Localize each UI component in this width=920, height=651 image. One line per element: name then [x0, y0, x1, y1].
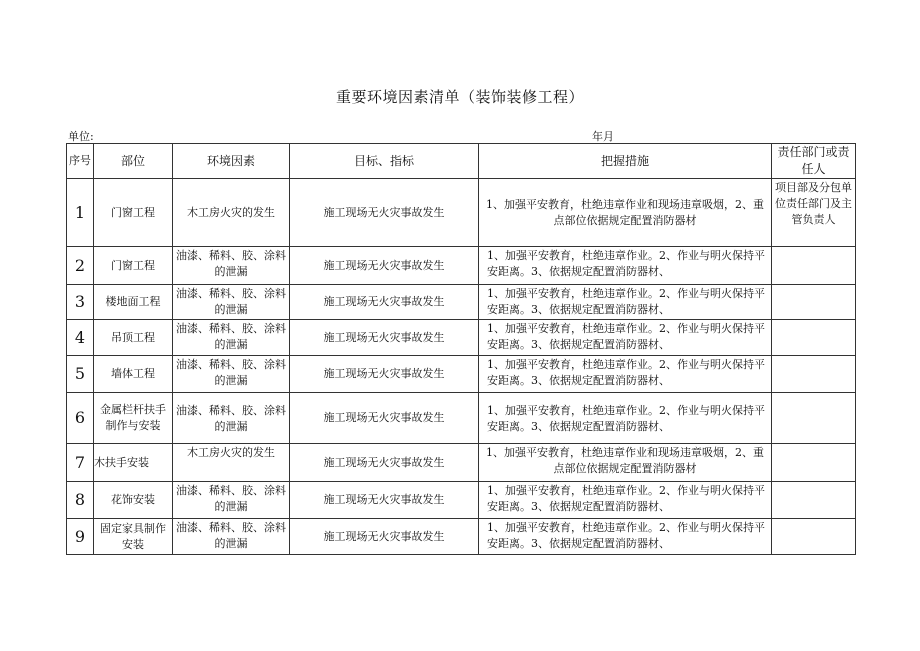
unit-label: 单位:	[68, 130, 94, 143]
header-row	[67, 144, 856, 179]
row-location: 花饰安装	[94, 482, 173, 519]
row-measures: 1、加强平安教育，杜绝违章作业。2、作业与明火保持平安距离。3、依据规定配置消防器材、	[479, 482, 772, 519]
document-title: 重要环境因素清单（装饰装修工程）	[335, 88, 584, 106]
row-index: 4	[67, 320, 94, 356]
row-factor: 油漆、稀料、胶、涂料的泄漏	[173, 285, 290, 320]
header-measures: 把握措施	[479, 144, 772, 179]
row-measures: 1、加强平安教育，杜绝违章作业和现场违章吸烟，2、重点部位依据规定配置消防器材	[479, 444, 772, 482]
row-location: 墙体工程	[94, 356, 173, 393]
row-responsible	[772, 320, 856, 356]
row-location: 吊顶工程	[94, 320, 173, 356]
row-factor: 木工房火灾的发生	[173, 179, 290, 247]
header-responsible: 责任部门或责任人	[772, 144, 856, 179]
row-index: 5	[67, 356, 94, 393]
table-row	[67, 179, 856, 247]
row-responsible	[772, 482, 856, 519]
table-row	[67, 482, 856, 519]
header-index: 序号	[67, 144, 94, 179]
row-measures: 1、加强平安教育，杜绝违章作业。2、作业与明火保持平安距离。3、依据规定配置消防器材、	[479, 320, 772, 356]
table-row	[67, 519, 856, 555]
row-index: 3	[67, 285, 94, 320]
row-responsible	[772, 519, 856, 555]
header-goal: 目标、指标	[290, 144, 479, 179]
date-label: 年月	[592, 130, 614, 143]
header-factor: 环境因素	[173, 144, 290, 179]
row-goal: 施工现场无火灾事故发生	[290, 247, 479, 285]
table-row	[67, 247, 856, 285]
row-measures: 1、加强平安教育，杜绝违章作业。2、作业与明火保持平安距离。3、依据规定配置消防器材、	[479, 519, 772, 555]
row-location: 固定家具制作安装	[94, 519, 173, 555]
row-location: 门窗工程	[94, 179, 173, 247]
row-measures: 1、加强平安教育，杜绝违章作业。2、作业与明火保持平安距离。3、依据规定配置消防器材、	[479, 356, 772, 393]
row-measures: 1、加强平安教育，杜绝违章作业。2、作业与明火保持平安距离。3、依据规定配置消防器材、	[479, 247, 772, 285]
row-goal: 施工现场无火灾事故发生	[290, 285, 479, 320]
table-row	[67, 320, 856, 356]
row-responsible	[772, 285, 856, 320]
row-goal: 施工现场无火灾事故发生	[290, 482, 479, 519]
row-factor: 油漆、稀料、胶、涂料的泄漏	[173, 320, 290, 356]
row-index: 9	[67, 519, 94, 555]
row-location: 金属栏杆扶手制作与安装	[94, 393, 173, 444]
row-responsible	[772, 247, 856, 285]
row-index: 2	[67, 247, 94, 285]
row-factor: 油漆、稀料、胶、涂料的泄漏	[173, 247, 290, 285]
row-goal: 施工现场无火灾事故发生	[290, 320, 479, 356]
row-factor: 油漆、稀料、胶、涂料的泄漏	[173, 393, 290, 444]
row-index: 1	[67, 179, 94, 247]
row-index: 6	[67, 393, 94, 444]
row-goal: 施工现场无火灾事故发生	[290, 393, 479, 444]
row-goal: 施工现场无火灾事故发生	[290, 356, 479, 393]
row-measures: 1、加强平安教育，杜绝违章作业。2、作业与明火保持平安距离。3、依据规定配置消防器材、	[479, 393, 772, 444]
row-location: 楼地面工程	[94, 285, 173, 320]
table-row	[67, 393, 856, 444]
row-factor: 油漆、稀料、胶、涂料的泄漏	[173, 519, 290, 555]
row-goal: 施工现场无火灾事故发生	[290, 444, 479, 482]
row-responsible: 项目部及分包单位责任部门及主管负责人	[772, 179, 856, 247]
row-factor: 油漆、稀料、胶、涂料的泄漏	[173, 482, 290, 519]
row-index: 7	[67, 444, 94, 482]
row-measures: 1、加强平安教育，杜绝违章作业和现场违章吸烟，2、重点部位依据规定配置消防器材	[479, 179, 772, 247]
table-row	[67, 444, 856, 482]
row-measures: 1、加强平安教育，杜绝违章作业。2、作业与明火保持平安距离。3、依据规定配置消防器材、	[479, 285, 772, 320]
row-location: 木扶手安装	[94, 444, 173, 482]
row-factor: 木工房火灾的发生	[173, 444, 290, 482]
row-index: 8	[67, 482, 94, 519]
table-row	[67, 356, 856, 393]
row-responsible	[772, 444, 856, 482]
row-responsible	[772, 393, 856, 444]
row-responsible	[772, 356, 856, 393]
row-goal: 施工现场无火灾事故发生	[290, 519, 479, 555]
environment-factor-table	[66, 143, 856, 555]
row-factor: 油漆、稀料、胶、涂料的泄漏	[173, 356, 290, 393]
header-location: 部位	[94, 144, 173, 179]
row-location: 门窗工程	[94, 247, 173, 285]
table-row	[67, 285, 856, 320]
row-goal: 施工现场无火灾事故发生	[290, 179, 479, 247]
